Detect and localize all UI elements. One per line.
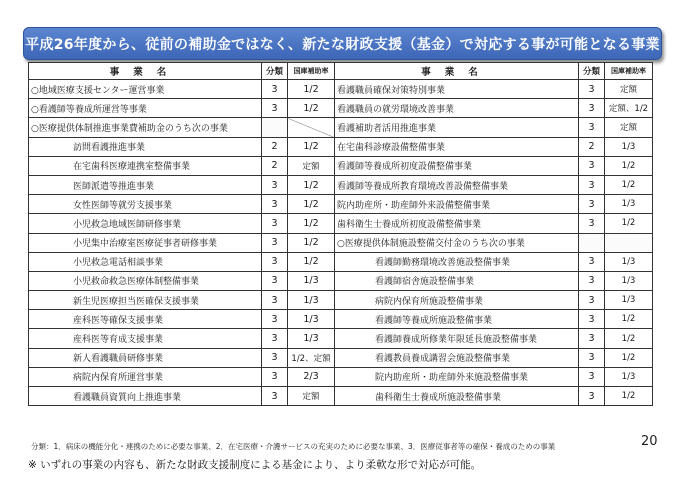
right-subsidy-rate: 定額 <box>605 118 653 137</box>
left-subsidy-rate: 1/2 <box>288 252 335 271</box>
table-row <box>29 310 653 329</box>
right-subsidy-rate <box>605 233 653 252</box>
left-subsidy-rate: 定額 <box>288 387 335 406</box>
header-left-rate: 国庫補助率 <box>288 63 335 80</box>
table-row <box>29 99 653 118</box>
left-category: 3 <box>262 252 288 271</box>
right-subsidy-rate: 1/2 <box>605 214 653 233</box>
right-subsidy-rate: 1/3 <box>605 252 653 271</box>
header-right-name: 事業名 <box>335 63 579 80</box>
table-row <box>29 348 653 367</box>
left-project-name: 病院内保育所運営事業 <box>29 367 262 386</box>
left-subsidy-rate: 1/3 <box>288 329 335 348</box>
right-category: 3 <box>579 291 605 310</box>
table-row <box>29 271 653 290</box>
left-subsidy-rate: 定額 <box>288 156 335 175</box>
left-category: 3 <box>262 195 288 214</box>
table-row <box>29 252 653 271</box>
right-subsidy-rate: 定額、1/2 <box>605 99 653 118</box>
table-row <box>29 233 653 252</box>
right-category: 3 <box>579 310 605 329</box>
left-group-heading: ○医療提供体制推進事業費補助金のうち次の事業 <box>29 118 262 137</box>
right-subsidy-rate: 1/2 <box>605 329 653 348</box>
right-project-name: 看護師等養成所施設整備事業 <box>335 310 579 329</box>
left-subsidy-rate: 1/2 <box>288 233 335 252</box>
left-category: 3 <box>262 271 288 290</box>
right-project-name: 病院内保育所施設整備事業 <box>335 291 579 310</box>
right-category: 3 <box>579 387 605 406</box>
left-subsidy-rate: 1/2 <box>288 99 335 118</box>
left-category: 2 <box>262 137 288 156</box>
right-category: 3 <box>579 348 605 367</box>
left-project-name: ○看護師等養成所運営等事業 <box>29 99 262 118</box>
left-project-name: 産科医等確保支援事業 <box>29 310 262 329</box>
left-subsidy-rate: 1/2、定額 <box>288 348 335 367</box>
left-subsidy-rate: 1/3 <box>288 291 335 310</box>
left-subsidy-rate-na <box>288 118 335 137</box>
table-header-row <box>29 63 653 80</box>
left-category: 3 <box>262 233 288 252</box>
left-subsidy-rate: 2/3 <box>288 367 335 386</box>
left-project-name: 新人看護職員研修事業 <box>29 348 262 367</box>
right-project-name: 看護教員養成講習会施設整備事業 <box>335 348 579 367</box>
left-project-name: 医師派遣等推進事業 <box>29 175 262 194</box>
right-category: 3 <box>579 195 605 214</box>
right-subsidy-rate: 1/2 <box>605 156 653 175</box>
right-group-heading: ○医療提供体制施設整備交付金のうち次の事業 <box>335 233 579 252</box>
table-row <box>29 329 653 348</box>
left-project-name: 小児救急地域医師研修事業 <box>29 214 262 233</box>
right-project-name: 看護補助者活用推進事業 <box>335 118 579 137</box>
left-project-name: 女性医師等就労支援事業 <box>29 195 262 214</box>
table-row <box>29 137 653 156</box>
page-number: 20 <box>641 434 658 449</box>
left-project-name: ○地域医療支援センター運営事業 <box>29 80 262 99</box>
right-category: 2 <box>579 137 605 156</box>
left-project-name: 看護職員資質向上推進事業 <box>29 387 262 406</box>
header-left-class: 分類 <box>262 63 288 80</box>
table-row <box>29 175 653 194</box>
right-subsidy-rate: 1/3 <box>605 137 653 156</box>
left-project-name: 新生児医療担当医確保支援事業 <box>29 291 262 310</box>
left-category: 3 <box>262 214 288 233</box>
right-category: 3 <box>579 80 605 99</box>
left-category: 3 <box>262 387 288 406</box>
right-subsidy-rate: 1/3 <box>605 195 653 214</box>
right-project-name: 在宅歯科診療設備整備事業 <box>335 137 579 156</box>
right-subsidy-rate: 1/2 <box>605 348 653 367</box>
left-category: 3 <box>262 348 288 367</box>
right-project-name: 歯科衛生士養成所施設整備事業 <box>335 387 579 406</box>
header-right-rate: 国庫補助率 <box>605 63 653 80</box>
right-project-name: 看護師養成所修業年限延長施設整備事業 <box>335 329 579 348</box>
table-row <box>29 291 653 310</box>
left-category: 3 <box>262 291 288 310</box>
header-right-class: 分類 <box>579 63 605 80</box>
table-body <box>29 80 653 406</box>
right-subsidy-rate: 1/3 <box>605 271 653 290</box>
left-subsidy-rate: 1/3 <box>288 271 335 290</box>
left-category: 3 <box>262 175 288 194</box>
left-subsidy-rate: 1/2 <box>288 195 335 214</box>
right-subsidy-rate: 1/2 <box>605 175 653 194</box>
left-category: 2 <box>262 156 288 175</box>
left-category: 3 <box>262 310 288 329</box>
left-category: 3 <box>262 80 288 99</box>
table-row <box>29 214 653 233</box>
right-subsidy-rate: 1/3 <box>605 367 653 386</box>
right-category: 3 <box>579 252 605 271</box>
table-row <box>29 80 653 99</box>
right-subsidy-rate: 定額 <box>605 80 653 99</box>
right-project-name: 院内助産所・助産師外来施設整備事業 <box>335 367 579 386</box>
right-project-name: 看護師等養成所教育環境改善設備整備事業 <box>335 175 579 194</box>
left-category <box>262 118 288 137</box>
right-category: 3 <box>579 329 605 348</box>
right-project-name: 看護師宿舎施設整備事業 <box>335 271 579 290</box>
right-category: 3 <box>579 271 605 290</box>
table-row <box>29 195 653 214</box>
right-category: 3 <box>579 367 605 386</box>
slide-title-banner <box>23 27 662 60</box>
left-project-name: 小児救命救急医療体制整備事業 <box>29 271 262 290</box>
left-project-name: 訪問看護推進事業 <box>29 137 262 156</box>
right-category: 3 <box>579 118 605 137</box>
projects-table <box>28 62 653 406</box>
right-subsidy-rate: 1/3 <box>605 291 653 310</box>
right-category: 3 <box>579 99 605 118</box>
table-row <box>29 118 653 137</box>
table-row <box>29 367 653 386</box>
left-project-name: 在宅歯科医療連携室整備事業 <box>29 156 262 175</box>
right-category: 3 <box>579 156 605 175</box>
right-subsidy-rate: 1/2 <box>605 310 653 329</box>
right-project-name: 看護師等養成所初度設備整備事業 <box>335 156 579 175</box>
left-subsidy-rate: 1/2 <box>288 80 335 99</box>
right-category <box>579 233 605 252</box>
right-project-name: 看護職員確保対策特別事業 <box>335 80 579 99</box>
right-project-name: 院内助産所・助産師外来設備整備事業 <box>335 195 579 214</box>
left-subsidy-rate: 1/3 <box>288 310 335 329</box>
left-project-name: 小児救急電話相談事業 <box>29 252 262 271</box>
table-row <box>29 156 653 175</box>
right-project-name: 看護職員の就労環境改善事業 <box>335 99 579 118</box>
table-row <box>29 387 653 406</box>
flexibility-note: ※ いずれの事業の内容も、新たな財政支援制度による基金により、より柔軟な形で対応が可能。 <box>28 459 482 471</box>
right-project-name: 看護師勤務環境改善施設整備事業 <box>335 252 579 271</box>
left-subsidy-rate: 1/2 <box>288 137 335 156</box>
left-project-name: 産科医等育成支援事業 <box>29 329 262 348</box>
right-project-name: 歯科衛生士養成所初度設備整備事業 <box>335 214 579 233</box>
left-subsidy-rate: 1/2 <box>288 175 335 194</box>
right-subsidy-rate: 1/2 <box>605 387 653 406</box>
right-category: 3 <box>579 175 605 194</box>
left-category: 3 <box>262 329 288 348</box>
left-subsidy-rate: 1/2 <box>288 214 335 233</box>
left-project-name: 小児集中治療室医療従事者研修事業 <box>29 233 262 252</box>
left-category: 3 <box>262 367 288 386</box>
slide-title: 平成26年度から、従前の補助金ではなく、新たな財政支援（基金）で対応する事が可能となる事業 <box>25 36 660 53</box>
right-category: 3 <box>579 214 605 233</box>
category-legend-note: 分類：1．病床の機能分化・連携のために必要な事業、2．在宅医療・介護サービスの充実のために必要な事業、3．医療従事者等の確保・養成のための事業 <box>31 442 556 451</box>
header-left-name: 事業名 <box>29 63 262 80</box>
left-category: 3 <box>262 99 288 118</box>
